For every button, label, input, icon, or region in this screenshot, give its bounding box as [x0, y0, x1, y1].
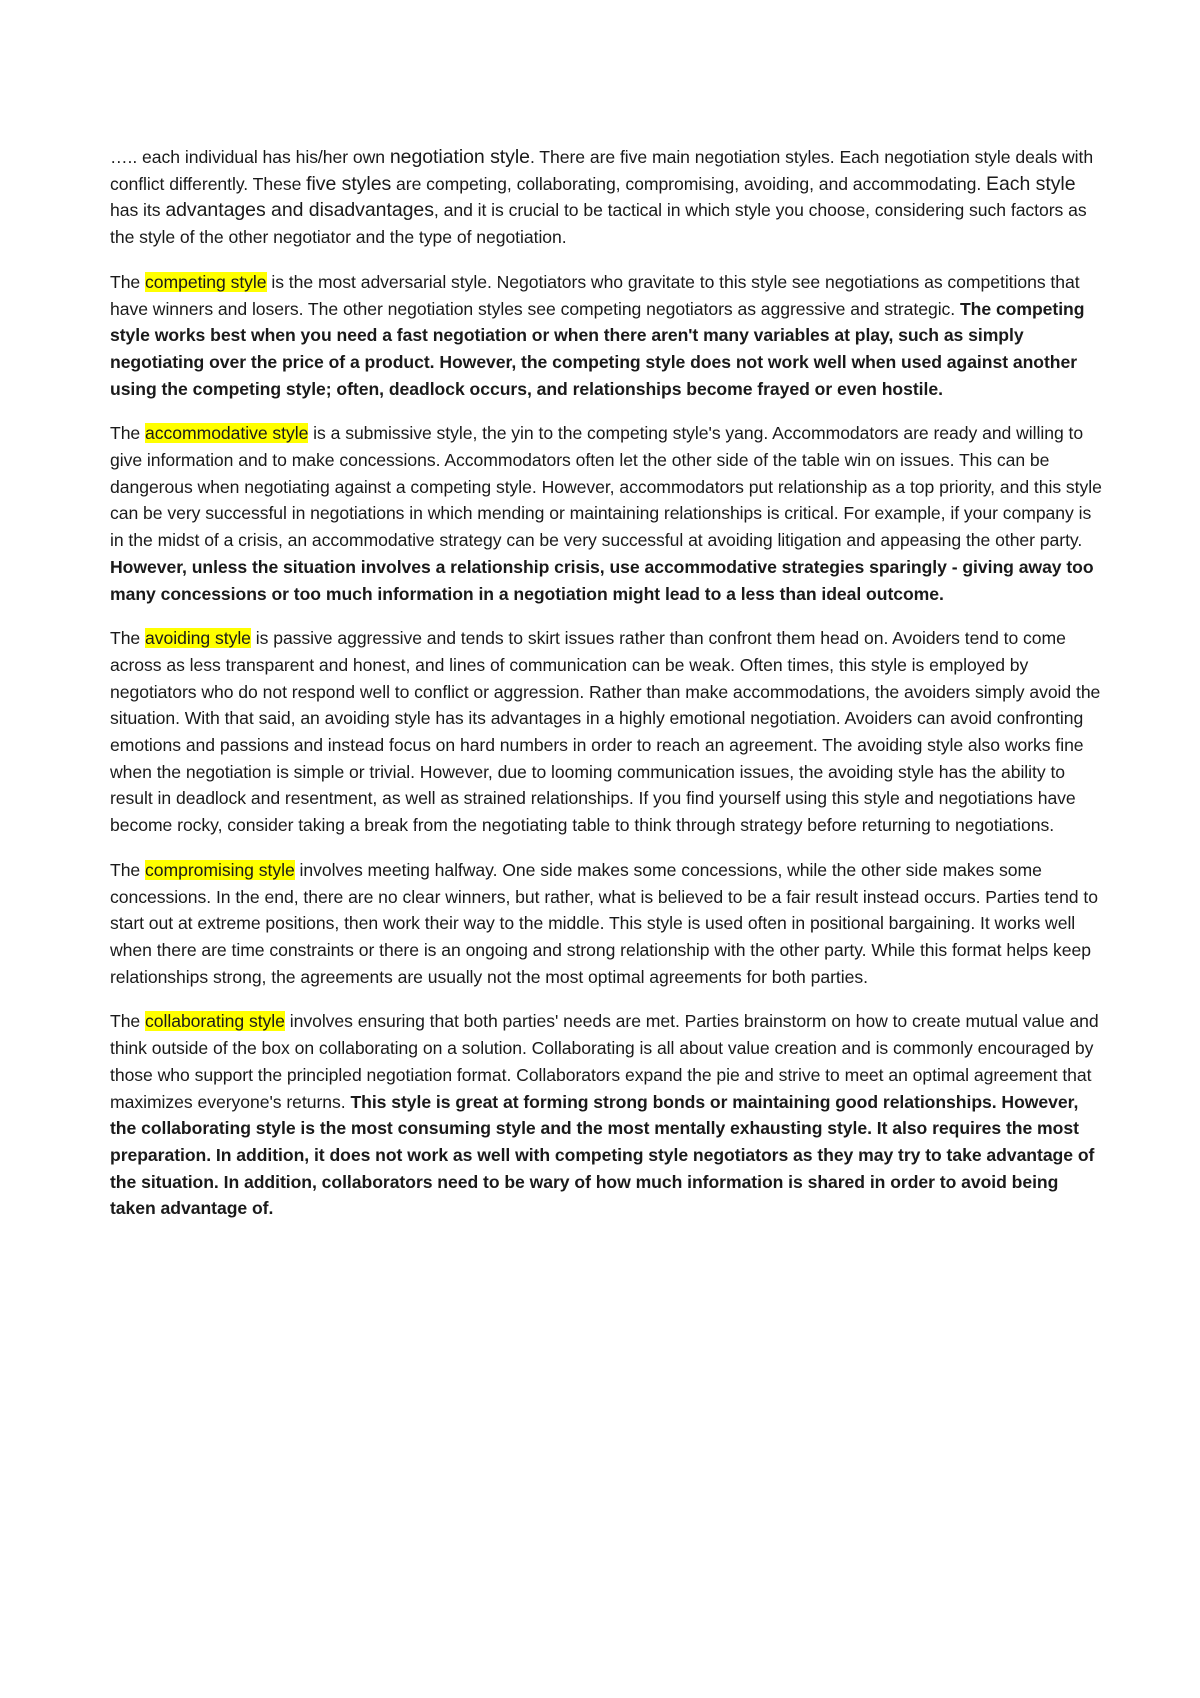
- competing-style-highlight: competing style: [145, 271, 267, 292]
- avoiding-style-highlight: avoiding style: [145, 628, 251, 649]
- accommodative-pre: The: [110, 423, 146, 444]
- competing-paragraph: [110, 269, 1106, 403]
- compromising-body: involves meeting halfway. One side makes some concessions, while the other side makes some concessions. In the end, there are no clear winners, but rather, what is believed to be a fair result instead occurs. Parties tend to start out at extreme positions, then work their way to the middle. This style is used often in positional bargaining. It works well when there are time constraints or there is an ongoing and strong relationship with the other party. While this format helps keep relationships strong, the agreements are usually not the most optimal agreements for both parties.: [110, 859, 1098, 987]
- collaborating-style-highlight: collaborating style: [145, 1011, 285, 1032]
- avoiding-pre: The: [110, 628, 146, 649]
- collaborating-pre: The: [110, 1011, 146, 1032]
- intro-keyword-advantages: advantages and disadvantages: [165, 199, 434, 222]
- compromising-pre: The: [110, 859, 146, 880]
- accommodative-style-highlight: accommodative style: [145, 423, 309, 444]
- accommodative-body: is a submissive style, the yin to the competing style's yang. Accommodators are ready and willing to give information and to make concessions. Accommodators often let the other side of the table win on issues. This can be dangerous when negotiating against a competing style. However, accommodators put relationship as a top priority, and this style can be very successful in negotiations in which mending or maintaining relationships is critical. For example, if your company is in the midst of a crisis, an accommodative strategy can be very successful at avoiding litigation and appeasing the other party.: [110, 423, 1102, 551]
- intro-paragraph: [110, 144, 1106, 251]
- collaborating-paragraph: [110, 1008, 1106, 1222]
- document-page: [110, 144, 1106, 1240]
- intro-text-3: are competing, collaborating, compromising, avoiding, and accommodating.: [391, 173, 987, 194]
- intro-text-1: ….. each individual has his/her own: [110, 147, 390, 167]
- compromising-paragraph: [110, 857, 1106, 991]
- intro-keyword-five-styles: five styles: [306, 172, 392, 195]
- competing-bold: The competing style works best when you need a fast negotiation or when there aren't many variables at play, such as simply negotiating over the price of a product. However, the competing style does not work well when used against another using the competing style; often, deadlock occurs, and relationships become frayed or even hostile.: [110, 298, 1085, 399]
- intro-text-5: , and it is crucial to be tactical in which style you choose, considering such factors as the style of the other negotiator and the type of negotiation.: [110, 200, 1087, 248]
- avoiding-paragraph: [110, 625, 1106, 839]
- intro-text-4: has its: [110, 200, 166, 221]
- intro-text-2: . There are five main negotiation styles. Each negotiation style deals with conflict differently. These: [110, 147, 1094, 194]
- competing-body: is the most adversarial style. Negotiators who gravitate to this style see negotiations as competitions that have winners and losers. The other negotiation styles see competing negotiators as aggressive and strategic.: [110, 271, 1080, 319]
- accommodative-bold: However, unless the situation involves a relationship crisis, use accommodative strategies sparingly - giving away too many concessions or too much information in a negotiation might lead to a less than ideal outcome.: [110, 556, 1094, 604]
- collaborating-bold: This style is great at forming strong bonds or maintaining good relationships. However, the collaborating style is the most consuming style and the most mentally exhausting style. It also requires the most preparation. In addition, it does not work as well with competing style negotiators as they may try to take advantage of the situation. In addition, collaborators need to be wary of how much information is shared in order to avoid being taken advantage of.: [110, 1091, 1095, 1219]
- avoiding-body: is passive aggressive and tends to skirt issues rather than confront them head on. Avoiders tend to come across as less transparent and honest, and lines of communication can be weak. Often times, this style is employed by negotiators who do not respond well to conflict or aggression. Rather than make accommodations, the avoiders simply avoid the situation. With that said, an avoiding style has its advantages in a highly emotional negotiation. Avoiders can avoid confronting emotions and passions and instead focus on hard numbers in order to reach an agreement. The avoiding style also works fine when the negotiation is simple or trivial. However, due to looming communication issues, the avoiding style has the ability to result in deadlock and resentment, as well as strained relationships. If you find yourself using this style and negotiations have become rocky, consider taking a break from the negotiating table to think through strategy before returning to negotiations.: [110, 628, 1101, 836]
- intro-keyword-each-style: Each style: [986, 172, 1076, 195]
- competing-pre: The: [110, 271, 146, 292]
- accommodative-paragraph: [110, 420, 1106, 607]
- collaborating-body: involves ensuring that both parties' needs are met. Parties brainstorm on how to create mutual value and think outside of the box on collaborating on a solution. Collaborating is all about value creation and is commonly encouraged by those who support the principled negotiation format. Collaborators expand the pie and strive to meet an optimal agreement that maximizes everyone's returns.: [110, 1011, 1099, 1112]
- intro-keyword-negotiation-style: negotiation style: [389, 146, 530, 168]
- compromising-style-highlight: compromising style: [145, 859, 295, 880]
